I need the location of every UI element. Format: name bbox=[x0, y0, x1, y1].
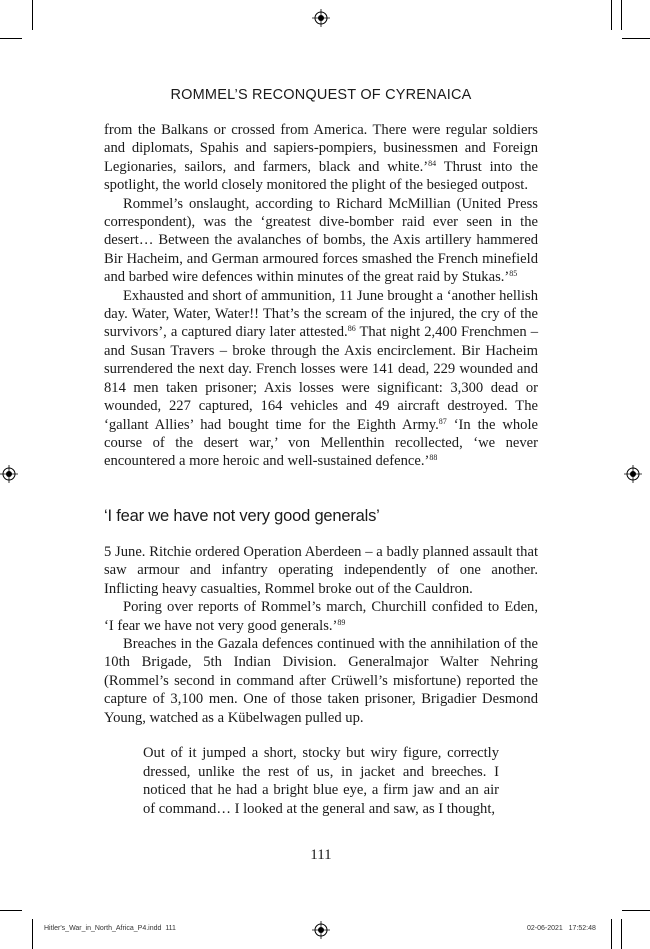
page-number: 111 bbox=[310, 847, 332, 863]
crop-mark bbox=[32, 919, 33, 949]
body-text-bottom bbox=[104, 543, 538, 727]
footnote-ref[interactable]: 87 bbox=[438, 416, 447, 426]
running-head: ROMMEL’S RECONQUEST OF CYRENAICA bbox=[170, 87, 472, 103]
crop-mark bbox=[621, 919, 622, 949]
crop-mark bbox=[0, 38, 22, 39]
body-text-top bbox=[104, 121, 538, 471]
registration-mark-icon bbox=[0, 465, 18, 483]
paragraph: 5 June. Ritchie ordered Operation Aberdeen – a badly planned assault that saw armour and infantry operating independently of one another. Inflicting heavy casualties, Rommel broke out of the Cauldron. bbox=[104, 544, 538, 597]
crop-mark bbox=[622, 910, 650, 911]
paragraph: Breaches in the Gazala defences continued with the annihilation of the 10th Brigade, 5th Indian Division. Generalmajor Walter Nehring (Rommel’s second in command after Crüwell’s misfortune) reported the capture of 3,100 men. One of those taken prisoner, Brigadier Desmond Young, watched as a Kübelwagen pulled up. bbox=[104, 636, 538, 726]
registration-mark-icon bbox=[312, 921, 330, 939]
footnote-ref[interactable]: 84 bbox=[428, 158, 437, 168]
slug-filename: Hitler's_War_in_North_Africa_P4.indd 111 bbox=[44, 925, 176, 932]
crop-mark bbox=[32, 0, 33, 30]
crop-mark bbox=[611, 919, 612, 949]
slug-timestamp: 02-06-2021 17:52:48 bbox=[527, 925, 596, 932]
footnote-ref[interactable]: 89 bbox=[337, 617, 346, 627]
paragraph: from the Balkans or crossed from America. There were regular soldiers and diplomats, Spahis and sapiers-pompiers, businessmen and Foreign Legionaries, sailors, and farmers, black and white.’$^{84}$ Thrust into the spotlight, the world closely monitored the plight of the besieged outpost. bbox=[104, 122, 538, 194]
paragraph: Poring over reports of Rommel’s march, Churchill confided to Eden, ‘I fear we have not very good generals.’$^{89}$ bbox=[104, 599, 538, 634]
footnote-ref[interactable]: 88 bbox=[429, 453, 438, 463]
paragraph: Exhausted and short of ammunition, 11 June brought a ‘another hellish day. Water, Water, Water!! That’s the scream of the injured, the cry of the survivors’, a captured diary later attested.$^{86}$ That night 2,400 Frenchmen – and Susan Travers – broke through the Axis encirclement. Bir Hacheim surrendered the next day. French losses were 141 dead, 229 wounded and 814 men taken prisoner; Axis losses were significant: 3,300 dead or wounded, 227 captured, 164 vehicles and 49 aircraft destroyed. The ‘gallant Allies’ had bought time for the Eighth Army.$^{87}$ ‘In the whole course of the desert war,’ von Mellenthin recollected, ‘we never encountered a more heroic and well-sustained defence.’$^{88}$ bbox=[104, 287, 538, 470]
crop-mark bbox=[621, 0, 622, 30]
crop-mark bbox=[611, 0, 612, 30]
crop-mark bbox=[622, 38, 650, 39]
paragraph: Rommel’s onslaught, according to Richard McMillian (United Press correspondent), was the ‘greatest dive-bomber raid ever seen in the desert… Between the avalanches of bombs, the Axis artillery hammered Bir Hacheim, and German armoured forces smashed the French minefield and barbed wire defences within minutes of the great raid by Stukas.’$^{85}$ bbox=[104, 195, 538, 286]
footnote-ref[interactable]: 85 bbox=[509, 269, 518, 279]
registration-mark-icon bbox=[312, 9, 330, 27]
footnote-ref[interactable]: 86 bbox=[347, 324, 356, 334]
registration-mark-icon bbox=[624, 465, 642, 483]
block-quote: Out of it jumped a short, stocky but wiry figure, correctly dressed, unlike the rest of us, in jacket and breeches. I noticed that he had a bright blue eye, a firm jaw and an air of command… I looked at the general and saw, as I thought, bbox=[143, 745, 499, 817]
crop-mark bbox=[0, 910, 22, 911]
section-heading: ‘I fear we have not very good generals’ bbox=[104, 507, 380, 525]
